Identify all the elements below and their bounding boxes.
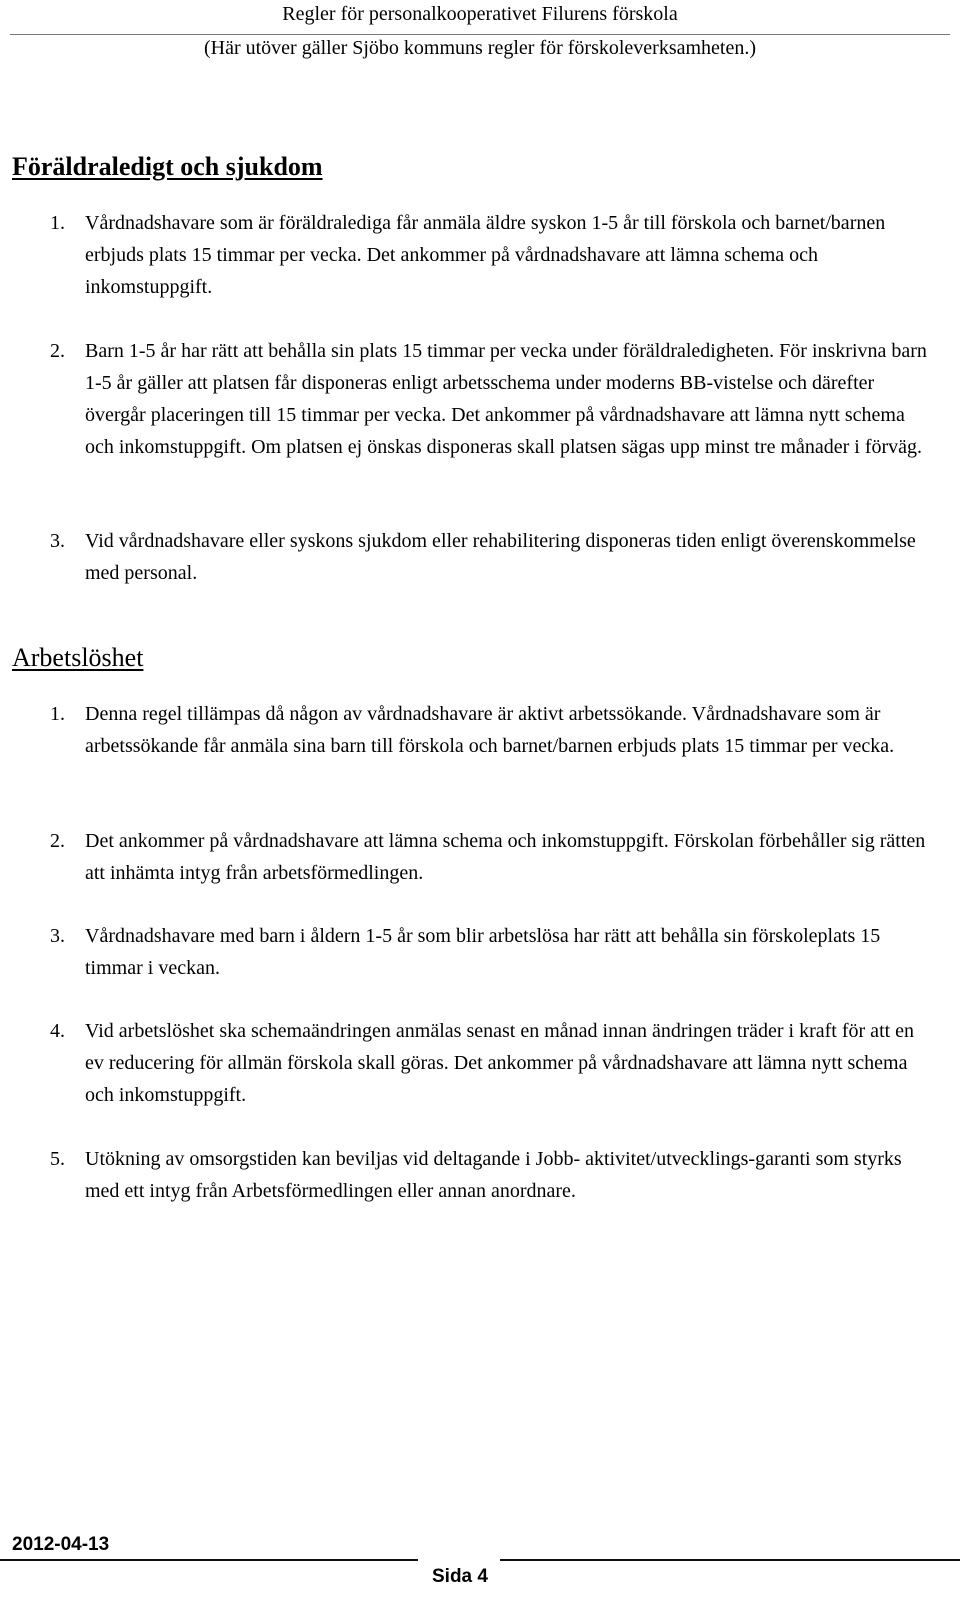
document-header-subtitle: (Här utöver gäller Sjöbo kommuns regler för förskoleverksamheten.): [203, 37, 757, 59]
footer-page-number: Sida 4: [432, 1566, 488, 1587]
footer-divider: [0, 1559, 960, 1561]
list-item-text: Utökning av omsorgstiden kan beviljas vid deltagande i Jobb- aktivitet/utvecklings-garanti som styrks med ett intyg från Arbetsförmedlingen eller annan anordnare.: [85, 1148, 902, 1202]
list-item-text: Det ankommer på vårdnadshavare att lämna schema och inkomstuppgift. Förskolan förbehåller sig rätten att inhämta intyg från arbetsförmedlingen.: [85, 830, 926, 884]
list-item-text: Vid vårdnadshavare eller syskons sjukdom eller rehabilitering disponeras tiden enligt överenskommelse med personal.: [85, 530, 916, 584]
list-item-number: 5.: [50, 1148, 65, 1170]
list-item-number: 1.: [50, 212, 65, 234]
document-header-title: Regler för personalkooperativet Filurens förskola: [282, 3, 678, 25]
list-item: [50, 920, 935, 984]
list-item: [50, 1015, 935, 1111]
list-item: [50, 525, 935, 589]
list-item-number: 2.: [50, 340, 65, 362]
list-item: [50, 207, 935, 303]
list-item-text: Denna regel tillämpas då någon av vårdnadshavare är aktivt arbetssökande. Vårdnadshavare som är arbetssökande får anmäla sina barn till förskola och barnet/barnen erbjuds plats 15 timmar per vecka.: [85, 703, 895, 757]
list-item-number: 3.: [50, 925, 65, 947]
list-item: [50, 825, 935, 889]
list-item-number: 2.: [50, 830, 65, 852]
list-item-text: Vårdnadshavare som är föräldralediga får anmäla äldre syskon 1-5 år till förskola och barnet/barnen erbjuds plats 15 timmar per vecka. Det ankommer på vårdnadshavare att lämna schema och inkomstuppgift.: [85, 212, 886, 298]
list-item: [50, 1143, 935, 1207]
list-item-text: Barn 1-5 år har rätt att behålla sin plats 15 timmar per vecka under föräldraledigheten. För inskrivna barn 1-5 år gäller att platsen får disponeras enligt arbetsschema under moderns BB-vistelse och därefter övergår placeringen till 15 timmar per vecka. Det ankommer på vårdnadshavare att lämna nytt schema och inkomstuppgift. Om platsen ej önskas disponeras skall platsen sägas upp minst tre månader i förväg.: [85, 340, 927, 458]
footer-date: 2012-04-13: [12, 1534, 110, 1555]
list-item: [50, 335, 935, 463]
section-title-arbetsloshet: Arbetslöshet: [12, 643, 144, 672]
list-item-text: Vid arbetslöshet ska schemaändringen anmälas senast en månad innan ändringen träder i kraft för att en ev reducering för allmän förskola skall göras. Det ankommer på vårdnadshavare att lämna nytt schema och inkomstuppgift.: [85, 1020, 915, 1106]
list-item-number: 3.: [50, 530, 65, 552]
list-item-text: Vårdnadshavare med barn i åldern 1-5 år som blir arbetslösa har rätt att behålla sin förskoleplats 15 timmar i veckan.: [85, 925, 881, 979]
list-item: [50, 698, 935, 762]
header-divider: [10, 34, 950, 35]
section-title-foraldraledigt: Föräldraledigt och sjukdom: [12, 152, 323, 181]
list-item-number: 1.: [50, 703, 65, 725]
list-item-number: 4.: [50, 1020, 65, 1042]
